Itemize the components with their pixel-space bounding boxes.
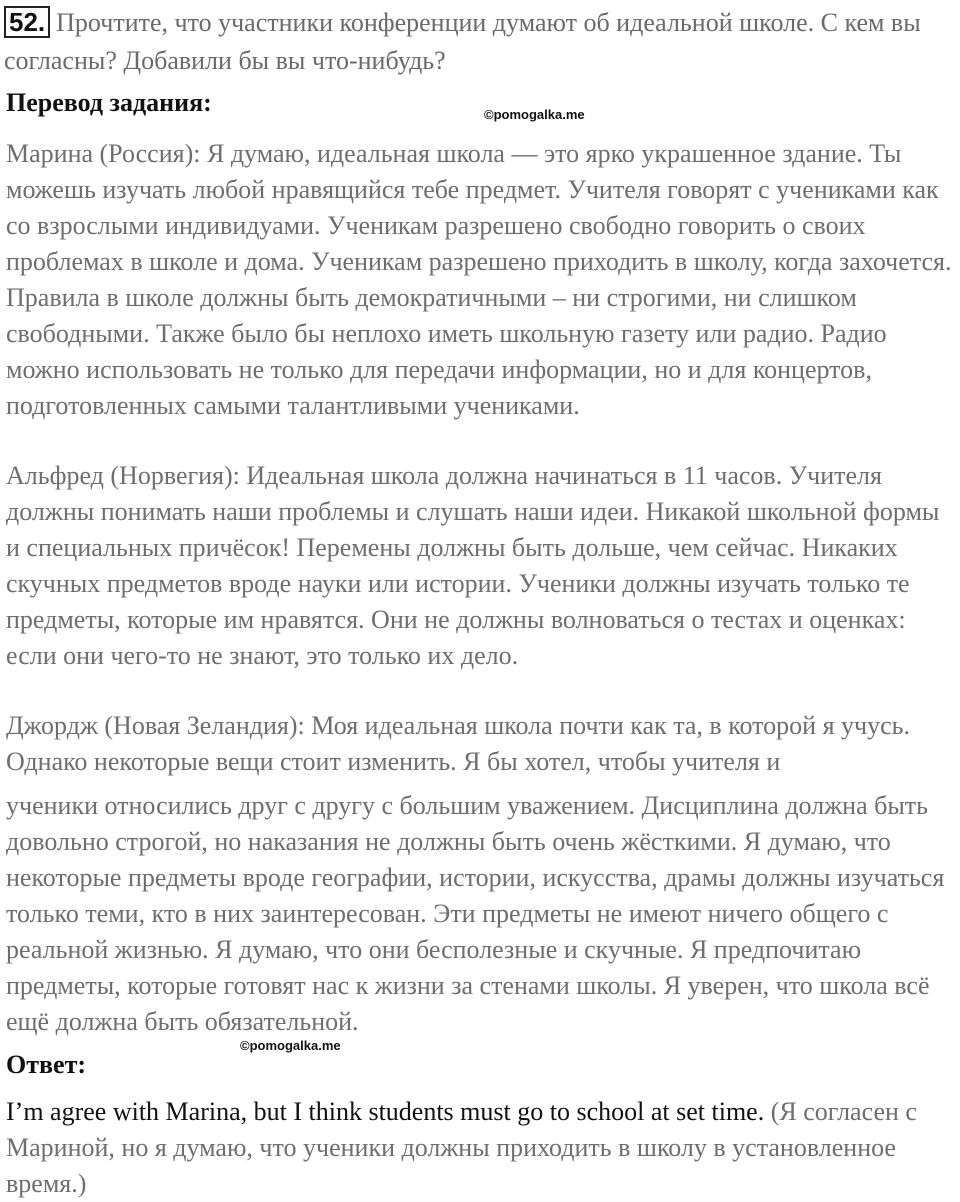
answer-text [6, 1094, 956, 1202]
paragraph-george-part2: ученики относились друг с другу с большим уважением. Дисциплина должна быть довольно строгой, но наказания не должны быть очень жёсткими. Я думаю, что некоторые предметы вроде географии, истории, искусства, драмы должны изучаться только теми, кто в них заинтересован. Эти предметы не имеют ничего общего с реальной жизнью. Я думаю, что они бесполезные и скучные. Я предпочитаю предметы, которые готовят нас к жизни за стенами школы. Я уверен, что школа всё ещё должна быть обязательной. [6, 791, 945, 1036]
watermark-bottom: ©pomogalka.me [240, 1038, 341, 1053]
paragraph-marina: Марина (Россия): Я думаю, идеальная школа — это ярко украшенное здание. Ты можешь изучать любой нравящийся тебе предмет. Учителя говорят с учениками как со взрослыми индивидуами. Ученикам разрешено свободно говорить о своих проблемах в школе и дома. Ученикам разрешено приходить в школу, когда захочется. Правила в школе должны быть демократичными – ни строгими, ни слишком свободными. Также было бы неплохо иметь школьную газету или радио. Радио можно использовать не только для передачи информации, но и для концертов, подготовленных самыми талантливыми учениками. [6, 139, 952, 420]
task-number: 52. [4, 6, 50, 38]
task-text: Прочтите, что участники конференции думают об идеальной школе. С кем вы согласны? Добавили бы вы что-нибудь? [4, 8, 921, 75]
answer-russian: (Я согласен с Мариной, но я думаю, что ученики должны приходить в школу в установленное время.) [6, 1097, 917, 1198]
paragraph-alfred: Альфред (Норвегия): Идеальная школа должна начинаться в 11 часов. Учителя должны понимать наши проблемы и слушать наши идеи. Никакой школьной формы и специальных причёсок! Перемены должны быть дольше, чем сейчас. Никаких скучных предметов вроде науки или истории. Ученики должны изучать только те предметы, которые им нравятся. Они не должны волноваться о тестах и оценках: если они чего-то не знают, это только их дело. [6, 461, 940, 670]
task-statement [4, 4, 949, 80]
paragraph-george-part1: Джордж (Новая Зеландия): Моя идеальная школа почти как та, в которой я учусь. Однако некоторые вещи стоит изменить. Я бы хотел, чтобы учителя и [6, 711, 911, 776]
watermark-top: ©pomogalka.me [484, 107, 585, 122]
translation-heading: Перевод задания: [6, 88, 212, 117]
answer-english: I’m agree with Marina, but I think students must go to school at set time. [6, 1097, 765, 1126]
answer-heading: Ответ: [6, 1050, 87, 1079]
